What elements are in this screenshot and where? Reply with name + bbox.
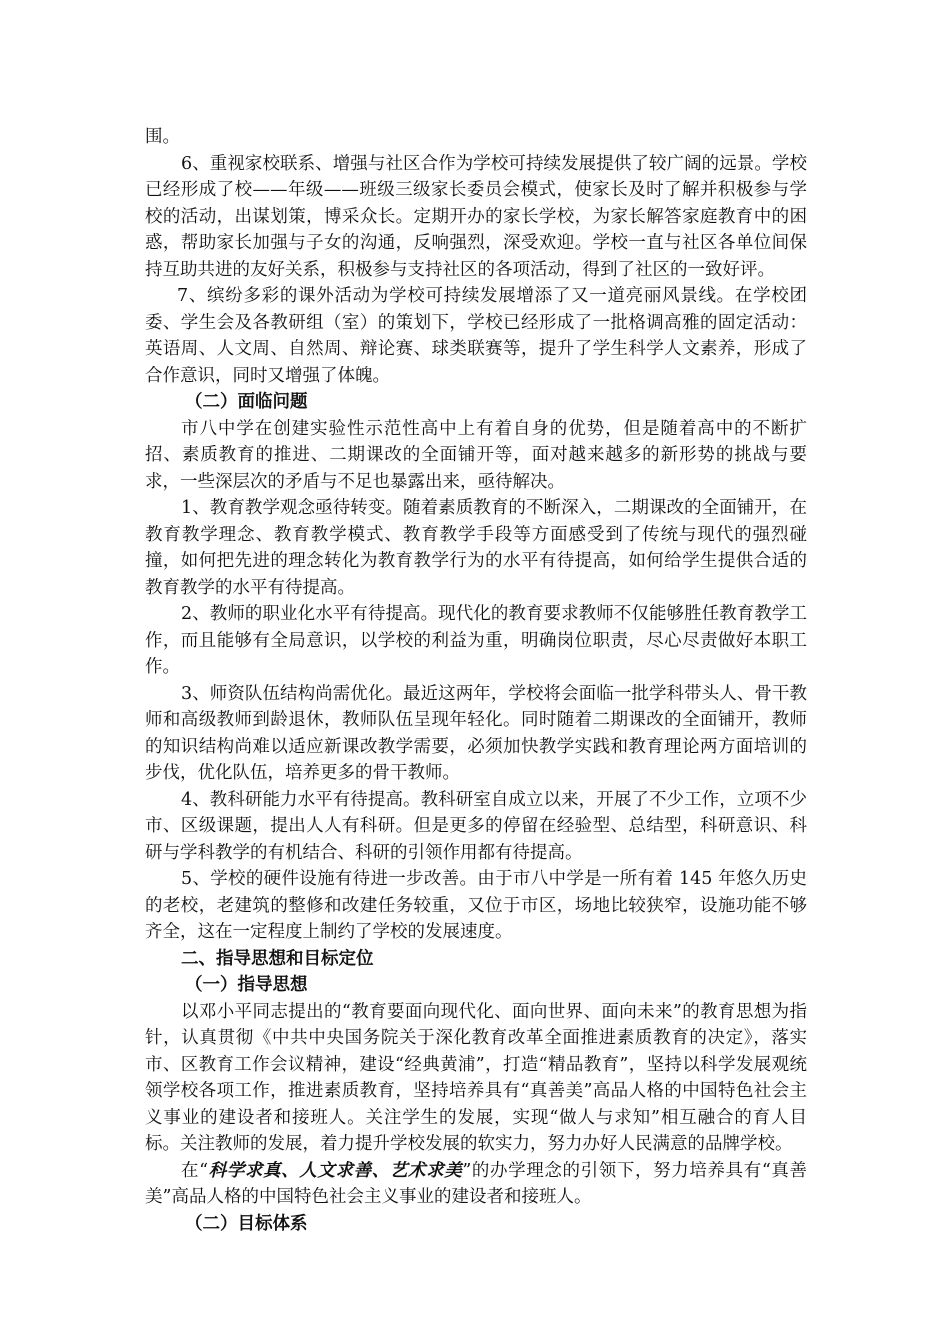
section-heading-guiding-ideology: （一）指导思想 <box>185 975 308 995</box>
document-page <box>145 124 807 1237</box>
philosophy-prefix: 在“ <box>181 1160 209 1181</box>
paragraph-problem-3: 3、师资队伍结构尚需优化。最近这两年，学校将会面临一批学科带头人、骨干教师和高级教师到龄退休，教师队伍呈现年轻化。同时随着二期课改的全面铺开，教师的知识结构尚难以适应新课改教学需要，必须加快教学实践和教育理论两方面培训的步伐，优化队伍，培养更多的骨干教师。 <box>145 683 807 783</box>
philosophy-motto: 科学求真、人文求善、艺术求美 <box>208 1160 463 1181</box>
chapter-heading-guiding: 二、指导思想和目标定位 <box>181 948 374 969</box>
section-heading-problems: （二）面临问题 <box>185 392 308 412</box>
paragraph-problem-5: 5、学校的硬件设施有待进一步改善。由于市八中学是一所有着 145 年悠久历史的老校，老建筑的整修和改建任务较重，又位于市区，场地比较狭窄，设施功能不够齐全，这在一定程度上制约了学校的发展速度。 <box>145 869 807 942</box>
paragraph-problem-2: 2、教师的职业化水平有待提高。现代化的教育要求教师不仅能够胜任教育教学工作，而且能够有全局意识，以学校的利益为重，明确岗位职责，尽心尽责做好本职工作。 <box>145 604 807 677</box>
paragraph-continuation: 围。 <box>145 127 180 147</box>
paragraph-item-7: 7、缤纷多彩的课外活动为学校可持续发展增添了又一道亮丽风景线。在学校团委、学生会及各教研组（室）的策划下，学校已经形成了一批格调高雅的固定活动：英语周、人文周、自然周、辩论赛、球类联赛等，提升了学生科学人文素养，形成了合作意识，同时又增强了体魄。 <box>145 286 807 386</box>
paragraph-guiding-ideology: 以邓小平同志提出的“教育要面向现代化、面向世界、面向未来”的教育思想为指针，认真贯彻《中共中央国务院关于深化教育改革全面推进素质教育的决定》，落实市、区教育工作会议精神，建设“经典黄浦”，打造“精品教育”，坚持以科学发展观统领学校各项工作，推进素质教育，坚持培养具有“真善美”高品人格的中国特色社会主义事业的建设者和接班人。关注学生的发展，实现“做人与求知”相互融合的育人目标。关注教师的发展，着力提升学校发展的软实力，努力办好人民满意的品牌学校。 <box>145 1001 807 1154</box>
paragraph-problems-intro: 市八中学在创建实验性示范性高中上有着自身的优势，但是随着高中的不断扩招、素质教育的推进、二期课改的全面铺开等，面对越来越多的新形势的挑战与要求，一些深层次的矛盾与不足也暴露出来，亟待解决。 <box>145 418 807 492</box>
paragraph-problem-4: 4、教科研能力水平有待提高。教科研室自成立以来，开展了不少工作，立项不少市、区级课题，提出人人有科研。但是更多的停留在经验型、总结型，科研意识、科研与学科教学的有机结合、科研的引领作用都有待提高。 <box>145 789 807 863</box>
paragraph-school-philosophy <box>145 1158 807 1211</box>
paragraph-problem-1: 1、教育教学观念亟待转变。随着素质教育的不断深入，二期课改的全面铺开，在教育教学理念、教育教学模式、教育教学手段等方面感受到了传统与现代的强烈碰撞，如何把先进的理念转化为教育教学行为的水平有待提高，如何给学生提供合适的教育教学的水平有待提高。 <box>145 498 807 598</box>
philosophy-suffix: ”的办学理念的引领下，努力培养具有“真善美”高品人格的中国特色社会主义事业的建设者和接班人。 <box>145 1160 807 1207</box>
paragraph-item-6: 6、重视家校联系、增强与社区合作为学校可持续发展提供了较广阔的远景。学校已经形成了校——年级——班级三级家长委员会模式，使家长及时了解并积极参与学校的活动，出谋划策，博采众长。定期开办的家长学校，为家长解答家庭教育中的困惑，帮助家长加强与子女的沟通，反响强烈，深受欢迎。学校一直与社区各单位间保持互助共进的友好关系，积极参与支持社区的各项活动，得到了社区的一致好评。 <box>145 153 807 280</box>
section-heading-goal-system: （二）目标体系 <box>185 1213 308 1234</box>
